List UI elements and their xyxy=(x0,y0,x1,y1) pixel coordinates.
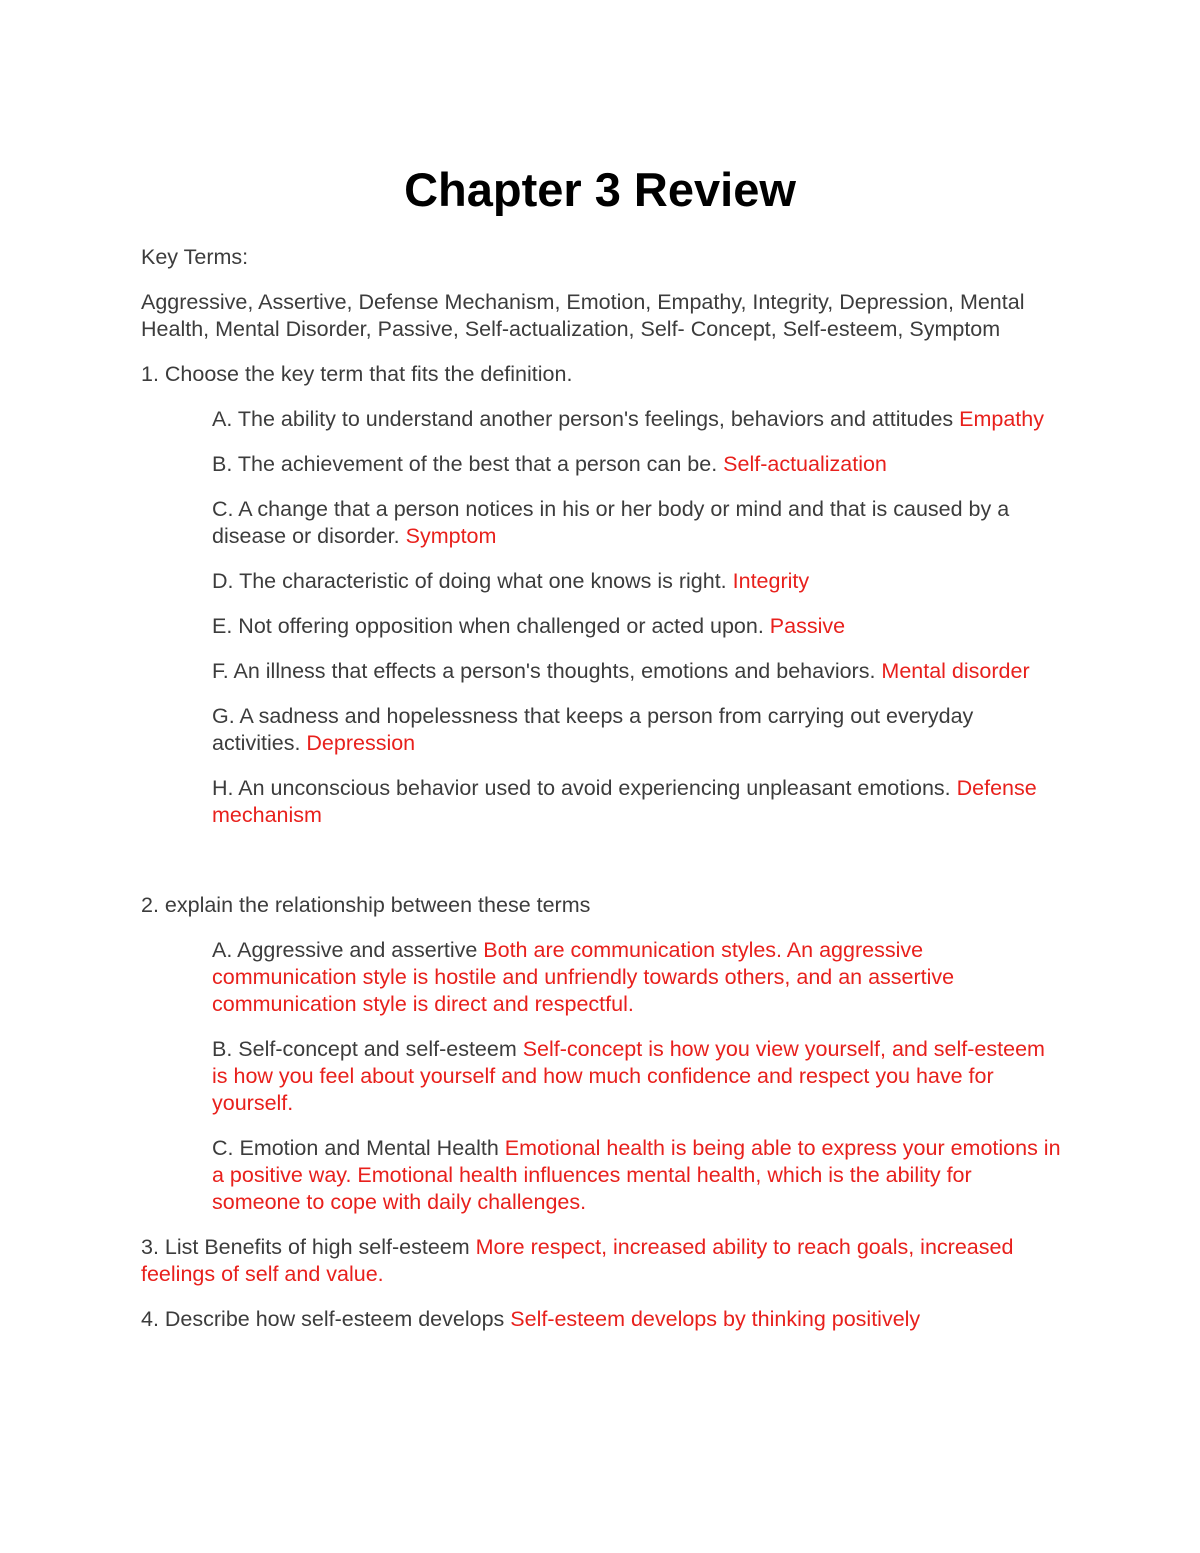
key-terms-label: Key Terms: xyxy=(141,245,249,269)
q2-item-text: A. Aggressive and assertive xyxy=(212,938,484,962)
q2-item-answer: Both are communication styles. An aggressive communication style is hostile and unfriendly towards others, and an assertive communication style is direct and respectful. xyxy=(212,938,955,1016)
q1-item-answer: Depression xyxy=(306,731,416,755)
q1-item-text: E. Not offering opposition when challenged or acted upon. xyxy=(212,614,770,638)
q1-item-answer: Integrity xyxy=(732,569,810,593)
q1-item-text: H. An unconscious behavior used to avoid experiencing unpleasant emotions. xyxy=(212,776,957,800)
q1-item-text: D. The characteristic of doing what one knows is right. xyxy=(212,569,733,593)
q1-item-a xyxy=(141,406,1061,433)
q1-item-h xyxy=(141,775,1061,829)
q1-item-e xyxy=(141,613,1061,640)
q1-item-c xyxy=(141,496,1061,550)
question-4-text: 4. Describe how self-esteem develops xyxy=(141,1307,511,1331)
q1-item-answer: Mental disorder xyxy=(881,659,1030,683)
q1-item-text: G. A sadness and hopelessness that keeps a person from carrying out everyday activities. xyxy=(212,704,974,755)
q1-item-f xyxy=(141,658,1061,685)
question-4 xyxy=(141,1306,1061,1333)
q1-item-answer: Empathy xyxy=(959,407,1044,431)
q2-item-b xyxy=(141,1036,1061,1117)
q1-item-g xyxy=(141,703,1061,757)
question-3 xyxy=(141,1234,1061,1288)
question-3-answer: More respect, increased ability to reach goals, increased feelings of self and value. xyxy=(141,1235,1014,1286)
key-terms-list: Aggressive, Assertive, Defense Mechanism, Emotion, Empathy, Integrity, Depression, Mental Health, Mental Disorder, Passive, Self-actualization, Self- Concept, Self-esteem, Symptom xyxy=(141,290,1025,341)
q2-item-text: B. Self-concept and self-esteem xyxy=(212,1037,523,1061)
page-title: Chapter 3 Review xyxy=(404,163,796,216)
q1-item-d xyxy=(141,568,1061,595)
question-1-prompt: 1. Choose the key term that fits the definition. xyxy=(141,362,573,386)
blank-line xyxy=(141,847,1061,892)
q1-item-text: C. A change that a person notices in his or her body or mind and that is caused by a disease or disorder. xyxy=(212,497,1010,548)
q1-item-answer: Defense mechanism xyxy=(212,776,1037,827)
q2-item-c xyxy=(141,1135,1061,1216)
question-2-prompt: 2. explain the relationship between these terms xyxy=(141,893,591,917)
q1-item-text: B. The achievement of the best that a person can be. xyxy=(212,452,724,476)
q1-item-answer: Symptom xyxy=(405,524,497,548)
q1-item-answer: Passive xyxy=(769,614,846,638)
q2-item-answer: Self-concept is how you view yourself, and self-esteem is how you feel about yourself and how much confidence and respect you have for yourself. xyxy=(212,1037,1045,1115)
q1-item-text: A. The ability to understand another person's feelings, behaviors and attitudes xyxy=(212,407,960,431)
q2-item-a xyxy=(141,937,1061,1018)
q2-item-answer: Emotional health is being able to express your emotions in a positive way. Emotional health influences mental health, which is the ability for someone to cope with daily challenges. xyxy=(212,1136,1061,1214)
q1-item-b xyxy=(141,451,1061,478)
q1-item-text: F. An illness that effects a person's thoughts, emotions and behaviors. xyxy=(212,659,882,683)
q1-item-answer: Self-actualization xyxy=(723,452,887,476)
question-3-text: 3. List Benefits of high self-esteem xyxy=(141,1235,476,1259)
document-page xyxy=(141,160,1061,1351)
q2-item-text: C. Emotion and Mental Health xyxy=(212,1136,505,1160)
question-4-answer: Self-esteem develops by thinking positively xyxy=(510,1307,921,1331)
